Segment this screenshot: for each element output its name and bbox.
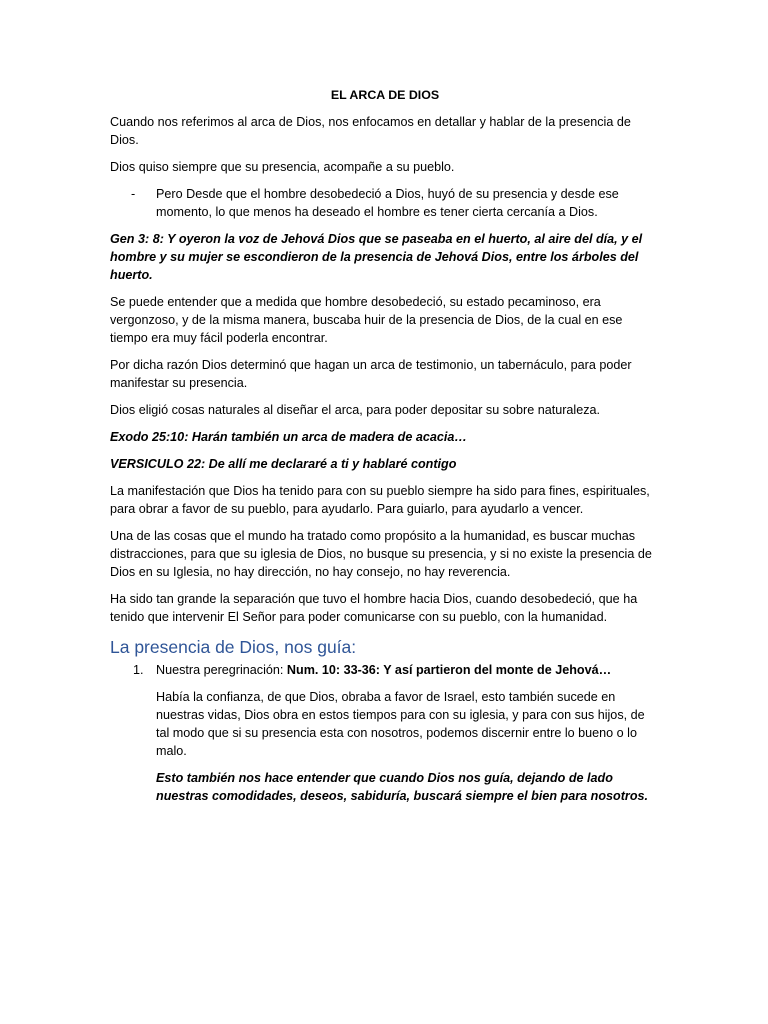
numbered-item: [110, 661, 660, 679]
bullet-marker: -: [131, 187, 136, 201]
verse-genesis: Gen 3: 8: Y oyeron la voz de Jehová Dios que se paseaba en el huerto, al aire del día, y el hombre y su mujer se escondieron de la presencia de Jehová Dios, entre los árboles del huerto.: [110, 232, 643, 282]
bullet-text: Pero Desde que el hombre desobedeció a Dios, huyó de su presencia y desde ese momento, lo que menos ha deseado el hombre es tener cierta cercanía a Dios.: [156, 187, 619, 219]
bullet-item: [110, 185, 660, 221]
paragraph-ark-reason: Por dicha razón Dios determinó que hagan un arca de testimonio, un tabernáculo, para poder manifestar su presencia.: [110, 358, 632, 390]
numbered-item-lead: Nuestra peregrinación:: [156, 663, 287, 677]
list-number: 1.: [133, 663, 144, 677]
verse-exodus: Exodo 25:10: Harán también un arca de madera de acacia…: [110, 430, 467, 444]
document-title: EL ARCA DE DIOS: [330, 88, 440, 102]
paragraph-guidance: Esto también nos hace entender que cuando Dios nos guía, dejando de lado nuestras comodidades, deseos, sabiduría, buscará siempre el bien para nosotros.: [156, 771, 649, 803]
document-page: [110, 86, 660, 814]
paragraph-presence: Dios quiso siempre que su presencia, acompañe a su pueblo.: [110, 160, 455, 174]
paragraph-natural-things: Dios eligió cosas naturales al diseñar el arca, para poder depositar su sobre naturaleza.: [110, 403, 601, 417]
paragraph-separation: Ha sido tan grande la separación que tuvo el hombre hacia Dios, cuando desobedeció, que ha tenido que intervenir El Señor para poder comunicarse con su pueblo, con la humanidad.: [110, 592, 638, 624]
paragraph-manifestation: La manifestación que Dios ha tenido para con su pueblo siempre ha sido para fines, espirituales, para obrar a favor de su pueblo, para ayudarlo. Para guiarlo, para ayudarlo a vencer.: [110, 484, 650, 516]
numbered-item-text: [156, 661, 660, 679]
paragraph-disobedience: Se puede entender que a medida que hombre desobedeció, su estado pecaminoso, era vergonzoso, y de la misma manera, buscaba huir de la presencia de Dios, de la cual en ese tiempo era muy fácil poderla encontrar.: [110, 295, 623, 345]
paragraph-distractions: Una de las cosas que el mundo ha tratado como propósito a la humanidad, es buscar muchas distracciones, para que su iglesia de Dios, no busque su presencia, y si no existe la presencia de Dios en su Iglesia, no hay dirección, no hay consejo, no hay reverencia.: [110, 529, 652, 579]
verse-22: VERSICULO 22: De allí me declararé a ti y hablaré contigo: [110, 457, 457, 471]
paragraph-intro: Cuando nos referimos al arca de Dios, nos enfocamos en detallar y hablar de la presencia de Dios.: [110, 115, 631, 147]
numbered-item-reference: Num. 10: 33-36: Y así partieron del monte de Jehová…: [286, 663, 612, 677]
section-heading: La presencia de Dios, nos guía:: [110, 637, 357, 657]
paragraph-confidence: Había la confianza, de que Dios, obraba a favor de Israel, esto también sucede en nuestras vidas, Dios obra en estos tiempos para con su iglesia, y para con sus hijos, de tal modo que si su presencia esta con nosotros, podemos discernir entre lo bueno o lo malo.: [156, 690, 645, 758]
